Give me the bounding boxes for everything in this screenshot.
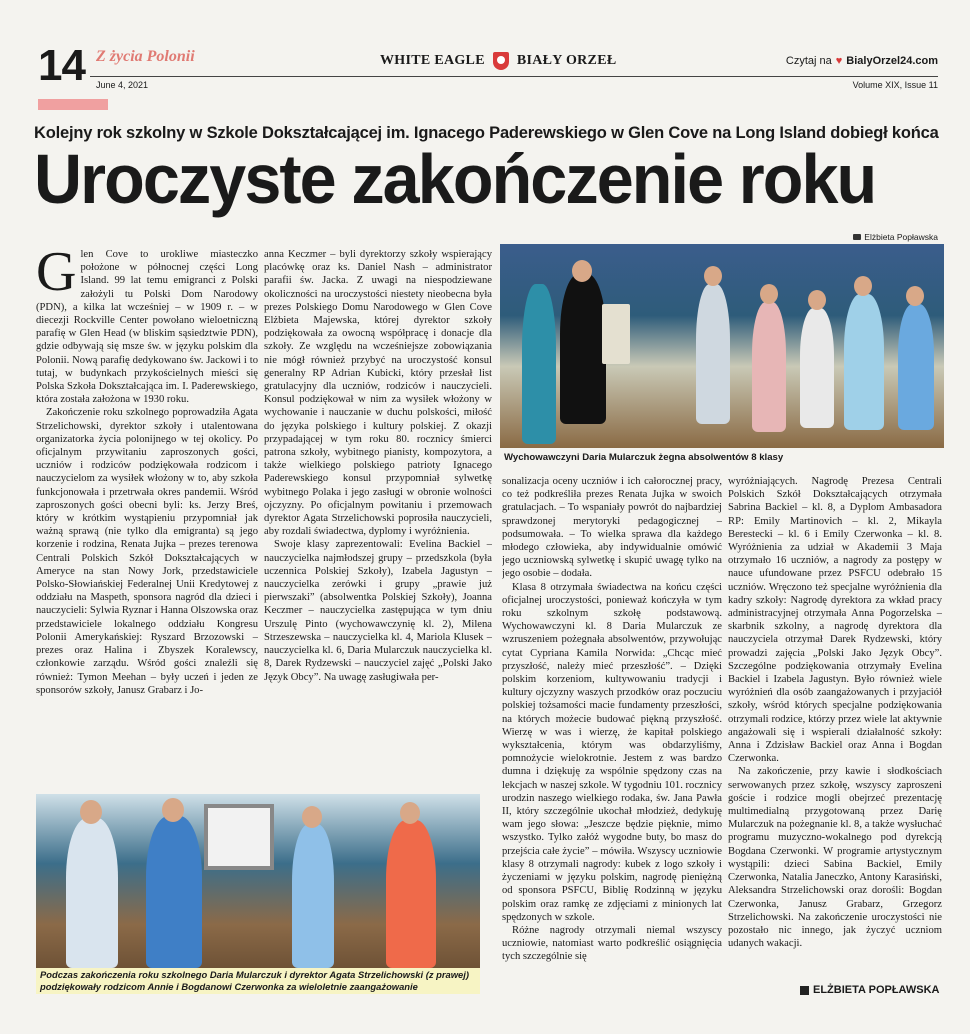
author-byline (800, 984, 940, 996)
paragraph: anna Keczmer – byli dyrektorzy szkoły wspierający placówkę oraz ks. Daniel Nash – administrator parafii św. Jacka. Z uwagi na niespodziewane okoliczności na uroczystości niestety nieobecna była prezes Polskiego Domu Narodowego w Glen Cove Elżbieta Majewska, której dyrektor szkoły podziękowała za owocną współpracę i donacje dla szkoły. Ze względu na wcześniejsze zobowiązania nie mógł również przybyć na uroczystość konsul generalny RP Adrian Kubicki, który przesłał list gratulacyjny dla uczniów, rodziców i nauczycieli. Konsul podziękował w nim za wysiłek włożony w wychowanie i nauczanie w duchu polskości, miłość do języka polskiego i kultury polskiej. Z okazji przypadającej w tym roku 80. rocznicy śmierci patrona szkoły, wybitnego pianisty, kompozytora, a także wielkiego polskiego patrioty Ignacego Paderewskiego konsul przypomniał sylwetkę wybitnego Polaka i jego zasługi w obronie wolności ojczyzny. Po oficjalnym powitaniu i przemowach dyrektor Agata Strzelichowski poprosiła nauczycieli, aby rozdali świadectwa, dyplomy i wyróżnienia. (264, 249, 492, 538)
text-column-4 (728, 475, 942, 980)
photo-graduation-farewell (500, 244, 944, 448)
text-column-3 (502, 475, 722, 1015)
article-kicker: Kolejny rok szkolny w Szkole Dokształcającej im. Ignacego Paderewskiego w Glen Cove na Long Island dobiegł końca (34, 124, 939, 142)
paragraph: Klasa 8 otrzymała świadectwa na końcu części oficjalnej uroczystości, ponieważ kończyła w tym roku szkolnym szkołę podstawową. Wychowawczyni kl. 8 Daria Mularczuk ze wzruszeniem pożegnała absolwentów, przywołując cytat Cypriana Kamila Norwida: „Chcąc mieć przyszłość, należy mieć przeszłość”. – Dzięki polskim korzeniom, kultywowaniu tradycji i kultury ojczyzny waszych przodków oraz poczuciu polskiej tożsamości macie fundamenty przeszłości, na których możecie budować piękną przyszłość. Wierzę w was i wierzę, że kapitał polskiego wykształcenia, którym was obdarzyliśmy, pomnożycie wielokrotnie. Jestem z was bardzo dumna i dziękuję za wspólnie spędzony czas na lekcjach w naszej szkole. W tygodniu 101. rocznicy urodzin naszego wielkiego rodaka, św. Jana Pawła II, który szczególnie ukochał młodzież, dedykuję wam jego słowa: „Jeszcze będzie pięknie, mimo wszystko. Tylko załóż wygodne buty, bo masz do przejścia całe życie” – mówiła. Wszyscy uczniowie klasy 8 otrzymali nagrody: kubek z logo szkoły i życzeniami w języku polskim, nagrodę pieniężną od sponsora PSFCU, Biblię Rodzinną w języku polskim oraz ramkę ze zdjęciami z minionych lat spędzonych w szkole. (502, 581, 722, 923)
volume-issue: Volume XIX, Issue 11 (852, 80, 938, 90)
article-headline: Uroczyste zakończenie roku (34, 140, 876, 218)
byline-square-icon (800, 986, 809, 995)
text-column-2 (264, 248, 492, 778)
photo-caption-1: Wychowawczyni Daria Mularczuk żegna absolwentów 8 klasy (504, 452, 784, 463)
photo-credit-name: Elżbieta Popławska (864, 232, 938, 242)
paragraph: Glen Cove to urokliwe miasteczko położone w północnej części Long Island. 99 lat temu emigranci z Polski założyli tu Polski Dom Narodowy (PDN), a kilka lat wcześniej – w 1909 r. – w diecezji Rockville Center powołano wieloetniczną parafię w Glen Head (w bliskim sąsiedztwie PDN), gdzie odbywają się msze św. w języku polskim dla Polonii. Nową parafię dedykowano św. Jackowi i to tutaj, w budynkach przykościelnych mieści się Polska Szkoła Dokształcająca im. I. Paderewskiego, która została założona w 1930 roku. (36, 248, 258, 406)
read-online (786, 55, 938, 67)
read-on-label: Czytaj na (785, 55, 832, 67)
author-name: ELŻBIETA POPŁAWSKA (813, 984, 940, 996)
paragraph: wyróżniających. Nagrodę Prezesa Centrali Polskich Szkół Dokształcających otrzymała Sabrina Backiel – kl. 8, a Dyplom Ambasadora RP: Emily Martinovich – kl. 2, Mikayla Berestecki – kl. 6 i Emily Czerwonka – kl. 8. Wyróżnienia za udział w Akademii 3 Maja otrzymało 16 uczniów, a nagrody za postępy w nauce ufundowane przez PSFCU odebrało 15 uczniów. Wręczono też specjalne wyróżnienia dla kadry szkoły: Nagrodę dyrektora za wkład pracy administracyjnej otrzymała Anna Pogorzelska – skarbnik szkolny, a nagrodę dyrektora dla nauczyciela otrzymał Darek Rydzewski, który prowadzi zajęcia „Polski Jako Język Obcy”. Szczególne podziękowania otrzymały Evelina Backiel i Izabela Jagustyn. Było również wiele wyróżnień dla osób zaangażowanych i przyjaciół szkoły, wśród których specjalne podziękowania otrzymali rodzice, którzy przez wiele lat aktywnie angażowali się i wspierali działalność szkoły: Anna i Zdzisław Backiel oraz Anna i Bogdan Czerwonka. (728, 476, 942, 765)
header-rule (90, 76, 938, 77)
paragraph: Zakończenie roku szkolnego poprowadziła Agata Strzelichowski, dyrektor szkoły i utalentowana organizatorka życia polonijnego w tej okolicy. Po oficjalnym przywitaniu zaproszonych gości, uczniów i rodziców podziękowała rodzicom i nauczycielom za wysiłek włożony w to, aby szkoła funkcjonowała i przetrwała okres pandemii. Wśród zaproszonych gości obecni byli: ks. Jerzy Breś, który w krótkim wystąpieniu przypomniał jak ważną sprawą (nie tylko dla emigranta) są jego korzenie i rodzina, Renata Jujka – prezes terenowa Centrali Polskich Szkół Dokształcających w Ameryce na stan Nowy Jork, przedstawiciele Polsko-Słowiańskiej Federalnej Unii Kredytowej z oddziału na Maspeth, sponsora nagród dla dzieci i nauczycieli: Sylwia Ryznar i Hanna Olszowska oraz przedstawiciele lokalnego oddziału Kongresu Polonii Amerykańskiej: Ryszard Brzozowski – prezes oraz Halina i Zbyszek Koralewscy, członkowie zarządu. Wśród gości znaleźli się również: Tymon Meehan – były uczeń i jeden ze sponsorów szkoły, Janusz Grabarz i Jo- (36, 407, 258, 696)
issue-date: June 4, 2021 (96, 80, 149, 90)
page-number: 14 (38, 41, 85, 90)
masthead-right: BIAŁY ORZEŁ (516, 53, 617, 68)
text-column-1 (36, 248, 258, 778)
paragraph: Różne nagrody otrzymali niemal wszyscy uczniowie, natomiast warto podkreślić osiągnięcia tych szczególnie się (502, 924, 722, 963)
photo-parents-thanks (36, 794, 480, 968)
eagle-logo-icon (493, 52, 509, 70)
heart-icon: ♥ (835, 55, 843, 67)
dropcap: G (36, 248, 77, 303)
paragraph: Swoje klasy zaprezentowali: Evelina Backiel – nauczycielka najmłodszej grupy – przedszkola (była uczennica Polskiej Szkoły), Izabela Jagustyn – nauczycielka zerówki i grupy „prawie już pierwszaki” (absolwentka Polskiej Szkoły), Joanna Keczmer – nauczycielka zastępująca w tym dniu Urszulę Pinto (wychowawczynię kl. 2), Milena Strzeszewska – nauczycielka kl. 4, Mariola Klusek – nauczycielka kl. 6, Daria Mularczuk nauczycielka kl. 8, Darek Rydzewski – nauczyciel zajęć „Polski Jako Język Obcy”. Na uwagę zasługiwała per- (264, 539, 492, 683)
camera-icon (853, 234, 861, 240)
masthead (380, 52, 616, 70)
masthead-left: WHITE EAGLE (380, 53, 485, 68)
photo-caption-2: Podczas zakończenia roku szkolnego Daria Mularczuk i dyrektor Agata Strzelichowski (z prawej) podziękowały rodzicom Annie i Bogdanowi Czerwonka za wieloletnie zaangażowanie (36, 968, 480, 994)
section-accent-bar (38, 99, 108, 110)
section-title: Z życia Polonii (96, 48, 195, 65)
site-link[interactable]: BialyOrzel24.com (846, 55, 938, 67)
paragraph: Na zakończenie, przy kawie i słodkościach serwowanych przez szkołę, wszyscy zaproszeni goście i rodzice mogli obejrzeć prezentację multimedialną przygotowaną przez Darię Mularczuk na pożegnanie kl. 8, a także wysłuchać programu muzyczno-wokalnego pod dyrekcją Bogdana Czerwonki. W programie artystycznym wystąpili: dzieci Sabina Backiel, Emily Czerwonka, Natalia Janeczko, Antony Karasiński, Aleksandra Strzelichowski oraz dorośli: Bogdan Czerwonka, Janusz Grabarz, Grzegorz Strzelichowski. Na zakończenie uroczystości nie pozostało nic innego, jak życzyć uczniom udanych wakacji. (728, 766, 942, 950)
photo-credit (853, 232, 938, 242)
paragraph: sonalizacja oceny uczniów i ich całorocznej pracy, co też podkreśliła prezes Renata Jujka w swoich gratulacjach. – To wspaniały powrót do najbardziej sprawdzonej merytoryki pedagogicznej – podsumowała. – To wielka sprawa dla każdego młodego człowieka, aby indywidualnie omówić jego uczniowską sylwetkę i skupić uwagę tylko na jego osobie – dodała. (502, 476, 722, 580)
